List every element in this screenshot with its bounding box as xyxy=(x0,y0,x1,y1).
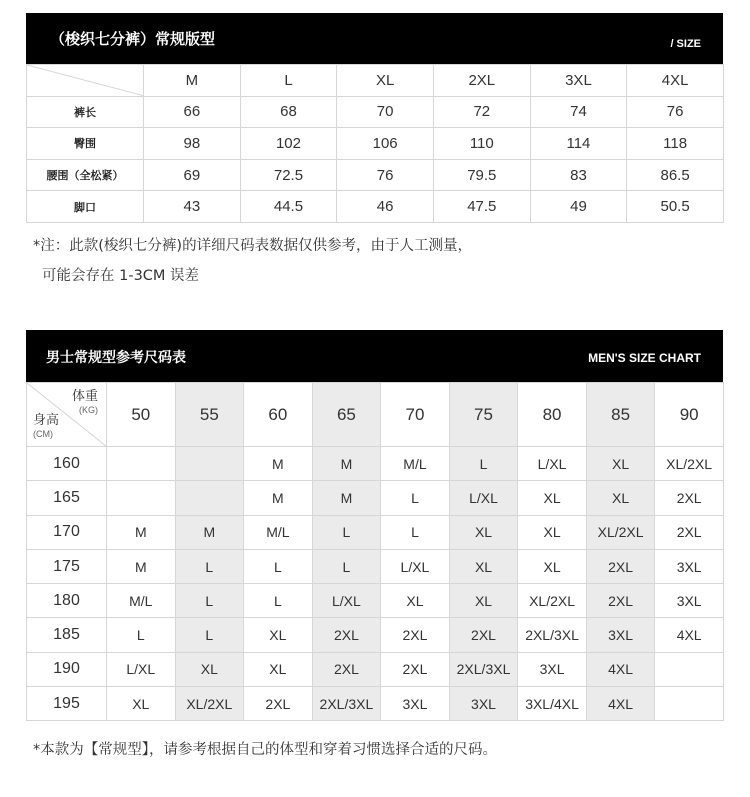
size-recommendation-cell xyxy=(655,687,724,721)
size-recommendation-cell: 3XL xyxy=(449,687,518,721)
size-recommendation-cell: 2XL/3XL xyxy=(449,652,518,686)
weight-header-cell: 70 xyxy=(381,383,450,447)
size-recommendation-cell: M/L xyxy=(244,515,313,549)
size-recommendation-cell: 2XL xyxy=(586,584,655,618)
size-recommendation-cell: 2XL xyxy=(312,618,381,652)
weight-header-cell: 60 xyxy=(244,383,313,447)
weight-header-cell: 50 xyxy=(107,383,176,447)
size-recommendation-cell: 2XL xyxy=(655,481,724,515)
height-row xyxy=(27,584,724,618)
size-recommendation-cell: M xyxy=(244,447,313,481)
size-header-cell: 3XL xyxy=(530,65,627,97)
measurement-row xyxy=(27,159,724,191)
size-recommendation-cell: XL xyxy=(244,618,313,652)
size-recommendation-cell: L xyxy=(312,549,381,583)
size-recommendation-cell: 3XL xyxy=(586,618,655,652)
measurement-value: 72.5 xyxy=(240,159,337,191)
size-recommendation-cell: M xyxy=(312,481,381,515)
size-recommendation-cell: L xyxy=(175,618,244,652)
size-recommendation-cell: XL xyxy=(518,481,587,515)
measurement-row xyxy=(27,191,724,223)
weight-header-cell: 75 xyxy=(449,383,518,447)
size-recommendation-cell xyxy=(175,447,244,481)
measurement-row xyxy=(27,96,724,128)
size-recommendation-cell: M xyxy=(312,447,381,481)
measurement-value: 49 xyxy=(530,191,627,223)
weight-unit: (KG) xyxy=(79,405,98,415)
size-recommendation-cell: M xyxy=(107,549,176,583)
measurement-value: 76 xyxy=(627,96,724,128)
weight-header-cell: 65 xyxy=(312,383,381,447)
size-table-title: （梭织七分裤）常规版型 xyxy=(50,30,216,48)
size-recommendation-cell: XL xyxy=(449,515,518,549)
height-cell: 190 xyxy=(27,652,107,686)
size-recommendation-cell: L xyxy=(312,515,381,549)
size-recommendation-cell: M xyxy=(244,481,313,515)
height-row xyxy=(27,618,724,652)
size-header-cell: XL xyxy=(337,65,434,97)
size-recommendation-cell: XL/2XL xyxy=(586,515,655,549)
height-row xyxy=(27,652,724,686)
size-recommendation-cell: M xyxy=(107,515,176,549)
size-recommendation-cell: L/XL xyxy=(381,549,450,583)
measurement-value: 68 xyxy=(240,96,337,128)
size-recommendation-cell: 2XL xyxy=(244,687,313,721)
men-size-chart-table xyxy=(26,382,724,721)
weight-header-row xyxy=(27,383,724,447)
size-recommendation-cell: 3XL xyxy=(381,687,450,721)
corner-cell xyxy=(27,65,144,97)
measurement-note-line1: *注：此款(梭织七分裤)的详细尺码表数据仅供参考，由于人工测量， xyxy=(33,238,473,254)
size-recommendation-cell: L xyxy=(175,584,244,618)
measurement-value: 102 xyxy=(240,128,337,160)
height-cell: 185 xyxy=(27,618,107,652)
measurement-value: 43 xyxy=(144,191,241,223)
size-recommendation-cell: L xyxy=(381,515,450,549)
size-recommendation-cell: XL xyxy=(449,584,518,618)
size-recommendation-cell xyxy=(107,481,176,515)
size-recommendation-cell: M/L xyxy=(381,447,450,481)
measurement-value: 44.5 xyxy=(240,191,337,223)
size-chart-title: 男士常规型参考尺码表 xyxy=(46,350,186,366)
height-row xyxy=(27,481,724,515)
height-label: 身高 xyxy=(33,412,60,427)
garment-size-table xyxy=(26,64,724,223)
weight-header-cell: 55 xyxy=(175,383,244,447)
size-recommendation-cell: XL xyxy=(107,687,176,721)
size-recommendation-cell: XL/2XL xyxy=(175,687,244,721)
fit-note xyxy=(33,735,497,765)
size-recommendation-cell: 4XL xyxy=(586,652,655,686)
height-row xyxy=(27,549,724,583)
height-row xyxy=(27,515,724,549)
height-cell: 195 xyxy=(27,687,107,721)
size-recommendation-cell: 3XL xyxy=(655,584,724,618)
size-recommendation-cell: L/XL xyxy=(449,481,518,515)
size-recommendation-cell: 4XL xyxy=(655,618,724,652)
fit-note-line: *本款为【常规型】，请参考根据自己的体型和穿着习惯选择合适的尺码。 xyxy=(33,742,497,758)
size-recommendation-cell: L xyxy=(107,618,176,652)
size-recommendation-cell: L xyxy=(175,549,244,583)
size-recommendation-cell: L xyxy=(244,584,313,618)
size-recommendation-cell: M xyxy=(175,515,244,549)
size-recommendation-cell: L xyxy=(244,549,313,583)
weight-label: 体重 xyxy=(71,388,98,403)
size-header-row xyxy=(27,65,724,97)
height-cell: 180 xyxy=(27,584,107,618)
size-recommendation-cell: 2XL xyxy=(449,618,518,652)
size-header-cell: M xyxy=(144,65,241,97)
size-recommendation-cell: 3XL/4XL xyxy=(518,687,587,721)
size-recommendation-cell: XL xyxy=(449,549,518,583)
size-header-cell: 2XL xyxy=(433,65,530,97)
height-cell: 160 xyxy=(27,447,107,481)
measurement-value: 114 xyxy=(530,128,627,160)
measurement-value: 66 xyxy=(144,96,241,128)
size-recommendation-cell: XL/2XL xyxy=(518,584,587,618)
size-recommendation-cell: 3XL xyxy=(655,549,724,583)
measurement-value: 74 xyxy=(530,96,627,128)
size-recommendation-cell xyxy=(175,481,244,515)
size-recommendation-cell: 2XL xyxy=(381,618,450,652)
measurement-value: 70 xyxy=(337,96,434,128)
size-recommendation-cell: XL xyxy=(244,652,313,686)
height-unit: (CM) xyxy=(33,429,53,439)
measurement-value: 118 xyxy=(627,128,724,160)
size-table-header xyxy=(26,13,723,64)
height-row xyxy=(27,687,724,721)
size-recommendation-cell: 2XL xyxy=(312,652,381,686)
measurement-note xyxy=(33,231,472,291)
size-recommendation-cell: L/XL xyxy=(107,652,176,686)
size-recommendation-cell: L/XL xyxy=(518,447,587,481)
measurement-note-line2: 可能会存在 1-3CM 误差 xyxy=(42,268,200,284)
weight-header-cell: 80 xyxy=(518,383,587,447)
size-chart-subtitle: MEN'S SIZE CHART xyxy=(588,351,701,365)
measurement-label: 脚口 xyxy=(27,191,144,223)
size-header-cell: 4XL xyxy=(627,65,724,97)
size-recommendation-cell: 3XL xyxy=(518,652,587,686)
measurement-row xyxy=(27,128,724,160)
size-recommendation-cell: XL xyxy=(586,481,655,515)
size-recommendation-cell: L xyxy=(381,481,450,515)
size-recommendation-cell: 2XL xyxy=(381,652,450,686)
height-cell: 165 xyxy=(27,481,107,515)
measurement-value: 46 xyxy=(337,191,434,223)
height-cell: 175 xyxy=(27,549,107,583)
measurement-value: 50.5 xyxy=(627,191,724,223)
height-cell: 170 xyxy=(27,515,107,549)
size-recommendation-cell: XL/2XL xyxy=(655,447,724,481)
size-header-cell: L xyxy=(240,65,337,97)
size-recommendation-cell: XL xyxy=(381,584,450,618)
measurement-value: 69 xyxy=(144,159,241,191)
size-recommendation-cell: 2XL xyxy=(655,515,724,549)
size-recommendation-cell: L xyxy=(449,447,518,481)
size-recommendation-cell: 2XL/3XL xyxy=(312,687,381,721)
size-recommendation-cell: XL xyxy=(518,515,587,549)
size-recommendation-cell: XL xyxy=(518,549,587,583)
measurement-label: 臀围 xyxy=(27,128,144,160)
measurement-value: 110 xyxy=(433,128,530,160)
size-recommendation-cell xyxy=(655,652,724,686)
measurement-label: 腰围（全松紧） xyxy=(27,159,144,191)
corner-cell xyxy=(27,383,107,447)
size-chart-header xyxy=(26,330,723,382)
measurement-value: 79.5 xyxy=(433,159,530,191)
measurement-value: 86.5 xyxy=(627,159,724,191)
weight-header-cell: 90 xyxy=(655,383,724,447)
size-recommendation-cell: 2XL/3XL xyxy=(518,618,587,652)
weight-header-cell: 85 xyxy=(586,383,655,447)
size-table-subtitle: / SIZE xyxy=(670,38,701,50)
measurement-value: 106 xyxy=(337,128,434,160)
measurement-value: 47.5 xyxy=(433,191,530,223)
size-recommendation-cell xyxy=(107,447,176,481)
size-recommendation-cell: L/XL xyxy=(312,584,381,618)
size-recommendation-cell: XL xyxy=(586,447,655,481)
measurement-value: 72 xyxy=(433,96,530,128)
size-recommendation-cell: XL xyxy=(175,652,244,686)
size-recommendation-cell: 2XL xyxy=(586,549,655,583)
measurement-label: 裤长 xyxy=(27,96,144,128)
measurement-value: 76 xyxy=(337,159,434,191)
measurement-value: 83 xyxy=(530,159,627,191)
size-recommendation-cell: M/L xyxy=(107,584,176,618)
diagonal-line xyxy=(27,65,143,96)
measurement-value: 98 xyxy=(144,128,241,160)
height-row xyxy=(27,447,724,481)
size-recommendation-cell: 4XL xyxy=(586,687,655,721)
